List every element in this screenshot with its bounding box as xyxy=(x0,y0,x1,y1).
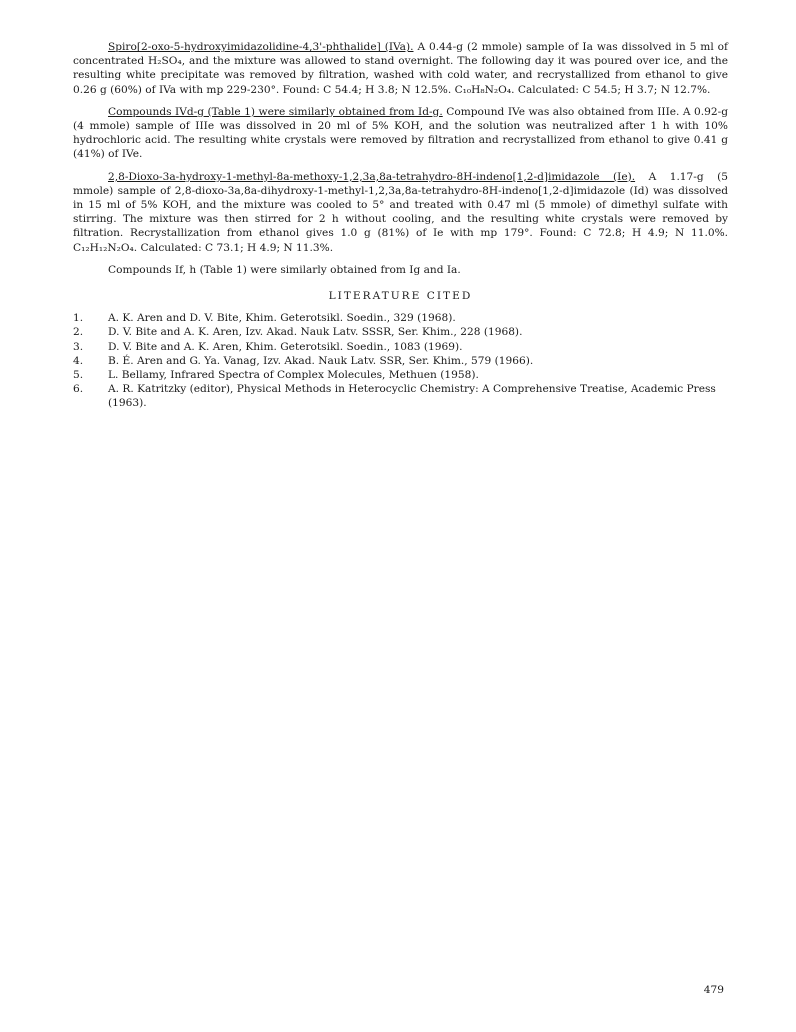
reference-list xyxy=(73,311,728,410)
reference-number: 2. xyxy=(73,326,84,339)
reference-number: 6. xyxy=(73,383,84,396)
paragraph-text: Compound IVe was also obtained from IIIe. A 0.92-g (4 mmole) sample of IIIe was dissolved in 20 ml of 5% KOH, and the solution was neutralized after 1 h with 10% hydrochloric acid. The resulting white crystals were removed by filtration and recrystallized from ethanol to give 0.41 g (41%) of IVe. xyxy=(73,105,729,161)
paragraph-text: A 1.17-g (5 mmole) sample of 2,8-dioxo-3a,8a-dihydroxy-1-methyl-1,2,3a,8a-tetrahydro-8H-indeno[1,2-d]imidazole (Id) was dissolved in 15 ml of 5% KOH, and the mixture was cooled to 5° and treated with 0.47 ml (5 mmole) of dimethyl sulfate with stirring. The mixture was then stirred for 2 h without cooling, and the resulting white crystals were removed by filtration. Recrystallization from ethanol gives 1.0 g (81%) of Ie with mp 179°. Found: C 72.8; H 4.9; N 11.0%. C₁₂H₁₂N₂O₄. Calculated: C 73.1; H 4.9; N 11.3%. xyxy=(73,170,728,254)
reference-number: 4. xyxy=(73,354,84,367)
reference-text: L. Bellamy, Infrared Spectra of Complex Molecules, Methuen (1958). xyxy=(108,369,479,382)
reference-item xyxy=(73,325,728,339)
paragraph-heading: 2,8-Dioxo-3a-hydroxy-1-methyl-8a-methoxy-1,2,3a,8a-tetrahydro-8H-indeno[1,2-d]imidazole (Ie). xyxy=(108,170,636,183)
literature-cited-heading: LITERATURE CITED xyxy=(328,290,473,303)
reference-item xyxy=(73,368,728,382)
paragraph-text: Compounds If, h (Table 1) were similarly obtained from Ig and Ia. xyxy=(108,263,461,276)
paragraph-if-h xyxy=(73,263,728,277)
page-number: 479 xyxy=(703,984,724,996)
reference-text: B. É. Aren and G. Ya. Vanag, Izv. Akad. Nauk Latv. SSR, Ser. Khim., 579 (1966). xyxy=(108,354,534,367)
reference-text: A. R. Katritzky (editor), Physical Methods in Heterocyclic Chemistry: A Comprehensive Treatise, Academic Press (1963). xyxy=(108,383,716,410)
reference-text: D. V. Bite and A. K. Aren, Khim. Geterotsikl. Soedin., 1083 (1969). xyxy=(108,340,463,353)
paragraph-text: A 0.44-g (2 mmole) sample of Ia was dissolved in 5 ml of concentrated H₂SO₄, and the mixture was allowed to stand overnight. The following day it was poured over ice, and the resulting white precipitate was removed by filtration, washed with cold water, and recrystallized from ethanol to give 0.26 g (60%) of IVa with mp 229-230°. Found: C 54.4; H 3.8; N 12.5%. C₁₀H₈N₂O₄. Calculated: C 54.5; H 3.7; N 12.7%. xyxy=(73,41,728,96)
paragraph-heading: Compounds IVd-g (Table 1) were similarly obtained from Id-g. xyxy=(108,105,443,118)
paragraph-heading: Spiro[2-oxo-5-hydroxyimidazolidine-4,3'-phthalide] (IVa). xyxy=(108,41,414,53)
reference-item xyxy=(73,340,728,354)
reference-text: A. K. Aren and D. V. Bite, Khim. Geterotsikl. Soedin., 329 (1968). xyxy=(108,312,456,325)
reference-item xyxy=(73,354,728,368)
reference-item xyxy=(73,311,728,325)
paragraph-ie xyxy=(73,170,728,255)
page-body xyxy=(73,40,728,411)
reference-item xyxy=(73,382,728,410)
paragraph-iva xyxy=(73,40,728,97)
reference-number: 5. xyxy=(73,369,84,382)
reference-number: 3. xyxy=(73,340,84,353)
paragraph-ivd-g xyxy=(73,105,728,162)
reference-number: 1. xyxy=(73,312,84,325)
reference-text: D. V. Bite and A. K. Aren, Izv. Akad. Nauk Latv. SSSR, Ser. Khim., 228 (1968). xyxy=(108,326,523,339)
